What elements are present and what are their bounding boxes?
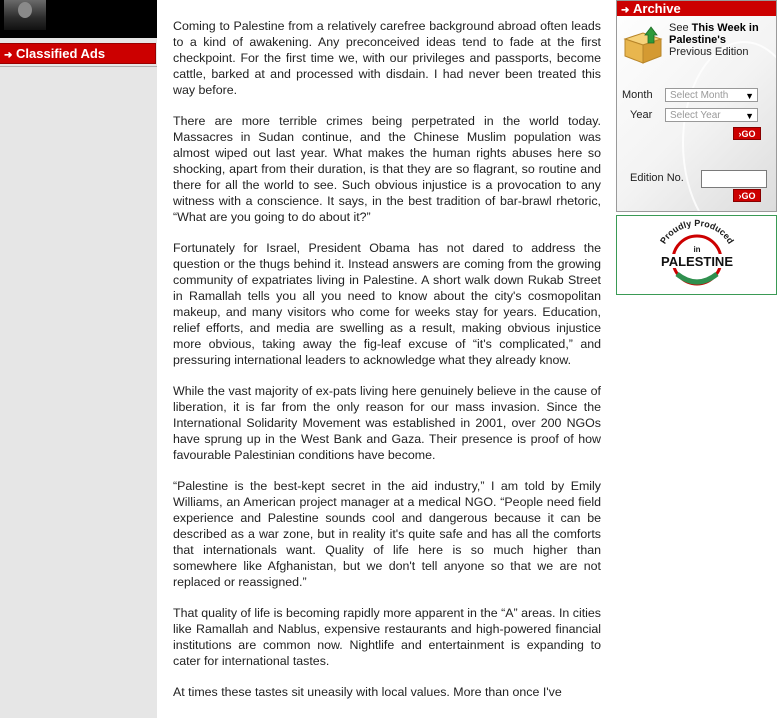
go-arrow-icon: ›	[738, 191, 742, 201]
badge-in-text: in	[693, 245, 701, 254]
right-sidebar	[616, 0, 777, 718]
dropdown-arrow-icon: ▼	[745, 111, 754, 121]
archive-box-icon	[621, 25, 665, 65]
article-paragraph: That quality of life is becoming rapidly more apparent in the “A” areas. In cities like Ramallah and Nablus, expensive restaurants and high-powered financial institutions are common now. Nightlife and entertainment is expanding to cater for international tastes.	[173, 606, 601, 668]
article-paragraph: Fortunately for Israel, President Obama has not dared to address the question or the thugs behind it. Instead answers are coming from the growing community of expatriates living in Palestine. A short walk down Rukab Street in Ramallah tells you all you need to know about the city's cosmopolitan makeup, and many visitors who come for weeks stay for years. Education, relief efforts, and media are swelling as a result, making obvious injustice more obvious, taking away the fig-leaf excuse of “it's complicated,” and pressuring international leaders to acknowledge what they already know.	[173, 241, 601, 367]
edition-go-button[interactable]	[733, 189, 761, 202]
classified-ads-link[interactable]	[0, 43, 156, 64]
archive-header	[617, 1, 776, 16]
chevron-right-icon: ➜	[621, 5, 630, 16]
article-paragraph: Coming to Palestine from a relatively carefree background abroad often leads to a kind of awakening. Any preconceived ideas tend to fade at the first checkpoint. For the first time we, with our privileges and passports, become cattle, barked at and processed with disdain. I had never been treated this way before.	[173, 19, 601, 97]
badge-main-text: PALESTINE	[661, 254, 733, 269]
year-label: Year	[630, 109, 653, 121]
previous-edition-link[interactable]	[669, 22, 775, 58]
publication-name: This Week in Palestine's	[669, 22, 759, 46]
proudly-produced-badge[interactable]	[616, 215, 777, 295]
article-paragraph: There are more terrible crimes being perpetrated in the world today. Massacres in Sudan continue, and the Chinese Muslim population was almost wiped out last year. What makes the human rights abuses here so shocking, apart from their duration, is that they are so flagrant, so routine and there for all the world to see. Such obvious injustice is a provocation to any witness with a conscience. It says, in the best tradition of bar-brawl rhetoric, “What are you going to do about it?”	[173, 114, 601, 224]
article-text	[173, 18, 601, 715]
proudly-produced-logo	[617, 216, 776, 294]
archive-panel	[616, 0, 777, 212]
dropdown-arrow-icon: ▼	[745, 91, 754, 101]
chevron-right-icon: ➜	[4, 50, 13, 61]
edition-number-input[interactable]	[701, 170, 767, 188]
classified-ads-label: Classified Ads	[16, 46, 106, 61]
go-label: GO	[741, 129, 756, 139]
archive-title: Archive	[633, 1, 681, 16]
see-suffix: Previous Edition	[669, 46, 749, 58]
photo-figure	[4, 0, 46, 30]
left-sidebar	[0, 0, 157, 718]
edition-label: Edition No.	[630, 172, 684, 184]
badge-arc-text: Proudly Produced	[658, 217, 736, 246]
see-prefix: See	[669, 22, 692, 34]
month-select[interactable]	[665, 88, 758, 102]
month-select-value: Select Month	[670, 90, 729, 101]
year-select-value: Select Year	[670, 110, 721, 121]
date-go-button[interactable]	[733, 127, 761, 140]
divider	[0, 66, 157, 67]
year-select[interactable]	[665, 108, 758, 122]
go-label: GO	[741, 191, 756, 201]
month-label: Month	[622, 89, 653, 101]
svg-text:Proudly Produced	[658, 218, 736, 246]
article-paragraph: At times these tastes sit uneasily with local values. More than once I've	[173, 685, 562, 699]
go-arrow-icon: ›	[738, 129, 742, 139]
article-paragraph: “Palestine is the best-kept secret in the aid industry,” I am told by Emily Williams, an American project manager at a medical NGO. “People need field experience and Palestine sounds cool and dangerous because it can be described as a war zone, but in reality it's quite safe and has all the comforts that internationals want. Quality of life here is so much higher than somewhere like Afghanistan, but we don't tell anyone so that we are not replaced or reassigned.”	[173, 479, 601, 589]
article-paragraph: While the vast majority of ex-pats living here genuinely believe in the cause of liberation, it is far from the only reason for our mass invasion. Since the International Solidarity Movement was established in 2001, over 200 NGOs have sprung up in the West Bank and Gaza. Their presence is proof of how favourable Palestinian conditions have become.	[173, 384, 601, 462]
article-body	[157, 0, 616, 718]
sidebar-photo	[0, 0, 157, 38]
